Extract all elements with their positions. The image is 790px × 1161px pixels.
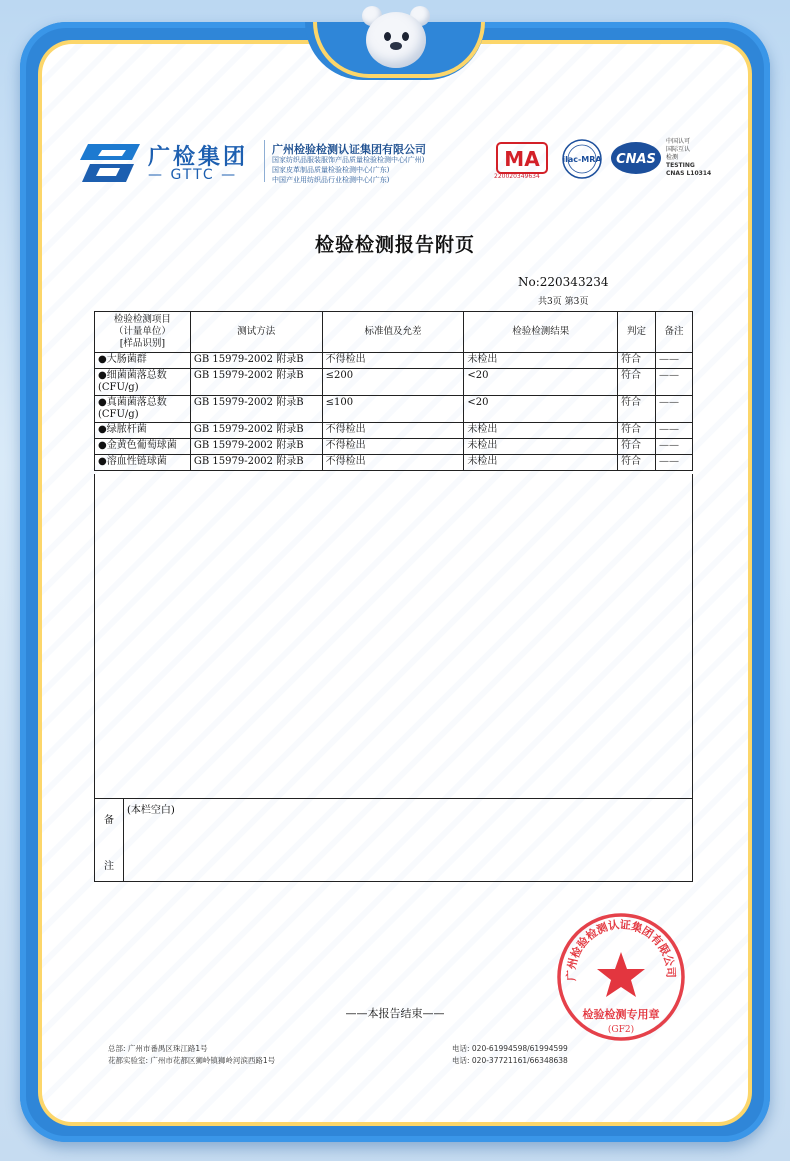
cell-judge bbox=[618, 423, 656, 439]
cell-remark-text: —— bbox=[658, 440, 679, 451]
table-header-row bbox=[95, 312, 693, 353]
header-line: [样品识别] bbox=[119, 338, 166, 349]
cell-method bbox=[190, 455, 322, 471]
cell-item bbox=[95, 423, 191, 439]
cell-judge bbox=[618, 396, 656, 423]
brand-en-text: GTTC bbox=[170, 167, 215, 183]
center-item: 国家纺织品服装服饰产品质量检验检测中心(广州) bbox=[272, 156, 425, 164]
header-line: 检验检测项目 bbox=[113, 314, 171, 325]
cell-result bbox=[464, 369, 618, 396]
cell-method-text: GB 15979-2002 附录B bbox=[193, 456, 304, 467]
cell-remark bbox=[655, 396, 692, 423]
cell-judge bbox=[618, 439, 656, 455]
cell-standard bbox=[322, 353, 464, 369]
footer-tel: 电话: 020-37721161/66348638 bbox=[452, 1056, 568, 1065]
cell-method bbox=[190, 369, 322, 396]
cell-result bbox=[464, 353, 618, 369]
cell-judge-text: 符合 bbox=[621, 424, 642, 435]
ilac-cert-label: ilac-MRA bbox=[562, 155, 602, 164]
remarks-label: 注 bbox=[104, 861, 114, 872]
cell-judge bbox=[618, 455, 656, 471]
cnas-side-line: TESTING bbox=[666, 162, 695, 169]
cell-judge-text: 符合 bbox=[621, 354, 642, 365]
cell-remark-text: —— bbox=[658, 397, 679, 408]
table-row bbox=[95, 353, 693, 369]
cell-standard-text: 不得检出 bbox=[325, 354, 366, 365]
cma-cert-number: 220020349634 bbox=[494, 173, 540, 180]
cell-remark-text: —— bbox=[658, 370, 679, 381]
cell-standard-text: 不得检出 bbox=[325, 456, 366, 467]
cell-remark-text: —— bbox=[658, 424, 679, 435]
cell-result-text: <20 bbox=[467, 370, 489, 381]
report-end-text: ——本报告结束—— bbox=[345, 1007, 445, 1020]
cell-result bbox=[464, 396, 618, 423]
seal-center-text: 检验检测专用章 bbox=[582, 1008, 660, 1021]
seal-code-text: (GF2) bbox=[607, 1025, 635, 1035]
footer-phones bbox=[452, 1043, 568, 1067]
header-item bbox=[95, 312, 191, 353]
table-row bbox=[95, 439, 693, 455]
cell-judge-text: 符合 bbox=[621, 370, 642, 381]
brand-name-en: — GTTC — bbox=[148, 167, 238, 183]
cell-standard-text: ≤100 bbox=[325, 397, 354, 408]
footer-hq: 总部: 广州市番禺区珠江路1号 bbox=[108, 1044, 208, 1053]
cnas-side-line: 检测 bbox=[666, 154, 679, 161]
cnas-side-line: 国际互认 bbox=[666, 146, 691, 153]
remarks-section bbox=[94, 798, 693, 882]
cell-result-text: 未检出 bbox=[467, 354, 498, 365]
gttc-logo-icon bbox=[80, 140, 142, 186]
cell-result bbox=[464, 423, 618, 439]
brand-name-cn: 广检集团 bbox=[148, 145, 249, 170]
cell-unit: (CFU/g) bbox=[98, 409, 139, 420]
center-item: 中国产业用纺织品行业检测中心(广东) bbox=[272, 176, 390, 184]
header-judge: 判定 bbox=[618, 312, 656, 353]
remarks-content: (本栏空白) bbox=[127, 805, 175, 816]
cell-judge-text: 符合 bbox=[621, 440, 642, 451]
cell-standard-text: 不得检出 bbox=[325, 440, 366, 451]
cell-remark bbox=[655, 455, 692, 471]
cnas-cert-label: CNAS bbox=[616, 152, 656, 167]
cell-method-text: GB 15979-2002 附录B bbox=[193, 424, 304, 435]
cell-item bbox=[95, 455, 191, 471]
cnas-cert-icon bbox=[610, 140, 662, 176]
official-seal-icon bbox=[556, 912, 686, 1042]
results-table bbox=[94, 311, 693, 471]
header-result: 检验检测结果 bbox=[464, 312, 618, 353]
header-divider bbox=[264, 140, 265, 182]
cell-standard bbox=[322, 455, 464, 471]
cnas-side-text bbox=[666, 138, 711, 178]
cell-standard bbox=[322, 423, 464, 439]
cell-item-text: ●大肠菌群 bbox=[98, 354, 147, 365]
footer-addresses bbox=[108, 1043, 275, 1067]
bear-mascot-icon bbox=[360, 2, 432, 70]
cell-method bbox=[190, 396, 322, 423]
cell-method bbox=[190, 439, 322, 455]
cell-method bbox=[190, 423, 322, 439]
cell-method-text: GB 15979-2002 附录B bbox=[193, 354, 304, 365]
bear-nose-icon bbox=[390, 42, 402, 50]
document-title: 检验检测报告附页 bbox=[314, 234, 475, 256]
table-empty-area bbox=[94, 474, 693, 799]
cell-result bbox=[464, 455, 618, 471]
cell-method-text: GB 15979-2002 附录B bbox=[193, 440, 304, 451]
header-standard: 标准值及允差 bbox=[322, 312, 464, 353]
page-indicator: 共3页 第3页 bbox=[538, 297, 589, 307]
seal-ring-text: 广州检验检测认证集团有限公司 bbox=[564, 918, 678, 981]
cell-item bbox=[95, 369, 191, 396]
cell-unit: (CFU/g) bbox=[98, 382, 139, 393]
bear-eye-icon bbox=[402, 32, 409, 41]
cell-item-text: ●绿脓杆菌 bbox=[98, 424, 147, 435]
cell-judge bbox=[618, 369, 656, 396]
bear-head-icon bbox=[366, 12, 426, 68]
cell-standard-text: ≤200 bbox=[325, 370, 354, 381]
cell-item bbox=[95, 396, 191, 423]
cell-remark bbox=[655, 439, 692, 455]
cell-item bbox=[95, 439, 191, 455]
cell-method bbox=[190, 353, 322, 369]
header-method: 测试方法 bbox=[190, 312, 322, 353]
report-number: No:220343234 bbox=[518, 275, 609, 289]
footer-huadu: 花都实验室: 广州市花都区狮岭镇狮岭河滨西路1号 bbox=[108, 1056, 276, 1065]
cell-item-text: ●细菌菌落总数 bbox=[98, 370, 167, 381]
cell-item-text: ●真菌菌落总数 bbox=[98, 397, 167, 408]
footer-tel: 电话: 020-61994598/61994599 bbox=[452, 1044, 568, 1053]
cell-standard bbox=[322, 439, 464, 455]
bear-eye-icon bbox=[384, 32, 391, 41]
table-row bbox=[95, 369, 693, 396]
cell-item bbox=[95, 353, 191, 369]
cell-result-text: 未检出 bbox=[467, 456, 498, 467]
cell-result-text: 未检出 bbox=[467, 424, 498, 435]
cell-item-text: ●金黄色葡萄球菌 bbox=[98, 440, 177, 451]
cell-remark-text: —— bbox=[658, 354, 679, 365]
cell-method-text: GB 15979-2002 附录B bbox=[193, 397, 304, 408]
cell-item-text: ●溶血性链球菌 bbox=[98, 456, 167, 467]
table-row bbox=[95, 396, 693, 423]
cell-remark bbox=[655, 369, 692, 396]
company-name: 广州检验检测认证集团有限公司 bbox=[272, 143, 426, 156]
cell-judge-text: 符合 bbox=[621, 456, 642, 467]
cell-judge bbox=[618, 353, 656, 369]
header-line: （计量单位） bbox=[113, 326, 171, 337]
cell-result-text: 未检出 bbox=[467, 440, 498, 451]
remarks-label: 备 bbox=[104, 815, 114, 826]
cnas-side-line: 中国认可 bbox=[666, 138, 691, 145]
cell-remark bbox=[655, 353, 692, 369]
cell-standard bbox=[322, 369, 464, 396]
cell-remark-text: —— bbox=[658, 456, 679, 467]
center-list bbox=[272, 155, 424, 185]
cell-remark bbox=[655, 423, 692, 439]
header-remark: 备注 bbox=[655, 312, 692, 353]
cma-cert-label: MA bbox=[504, 147, 540, 171]
table-row bbox=[95, 423, 693, 439]
cell-result bbox=[464, 439, 618, 455]
table-row bbox=[95, 455, 693, 471]
cell-method-text: GB 15979-2002 附录B bbox=[193, 370, 304, 381]
cell-result-text: <20 bbox=[467, 397, 489, 408]
cell-judge-text: 符合 bbox=[621, 397, 642, 408]
cell-standard-text: 不得检出 bbox=[325, 424, 366, 435]
cnas-side-line: CNAS L10314 bbox=[666, 170, 712, 177]
ilac-mra-cert-icon bbox=[558, 138, 606, 180]
center-item: 国家皮革制品质量检验检测中心(广东) bbox=[272, 166, 390, 174]
cell-standard bbox=[322, 396, 464, 423]
